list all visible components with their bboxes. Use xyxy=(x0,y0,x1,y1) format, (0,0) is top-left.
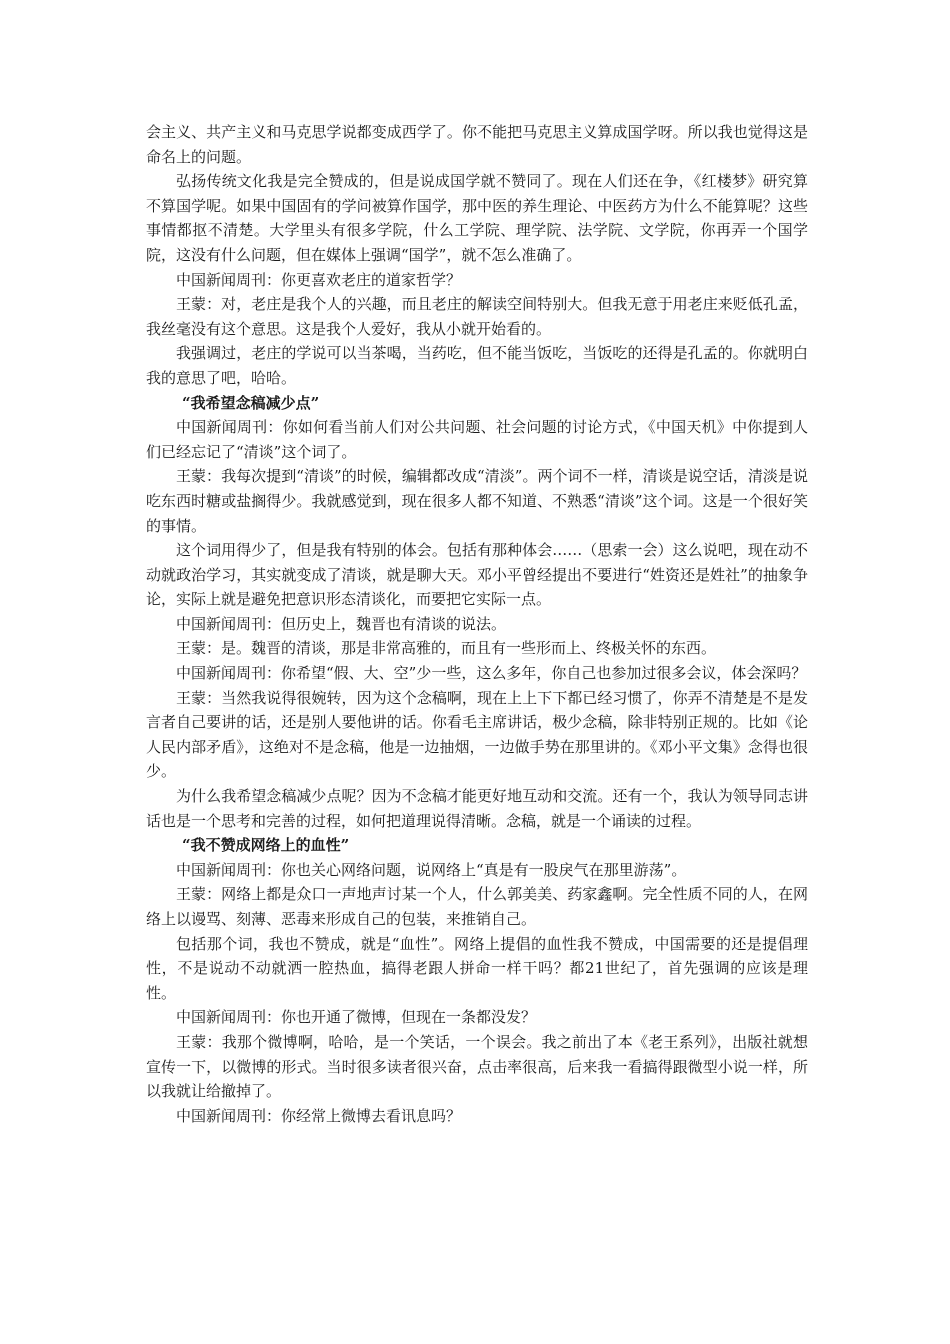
section-heading: “我希望念稿减少点” xyxy=(182,393,320,412)
answer-paragraph: 王蒙：网络上都是众口一声地声讨某一个人，什么郭美美、药家鑫啊。完全性质不同的人，在网络上以谩骂、刻薄、恶毒来形成自己的包装，来推销自己。 xyxy=(146,885,808,928)
paragraph: 会主义、共产主义和马克思学说都变成西学了。你不能把马克思主义算成国学呀。所以我也觉得这是命名上的问题。 xyxy=(146,123,808,166)
paragraph: 我强调过，老庄的学说可以当茶喝，当药吃，但不能当饭吃，当饭吃的还得是孔孟的。你就明白我的意思了吧，哈哈。 xyxy=(146,344,808,387)
answer-paragraph: 王蒙：我每次提到“清谈”的时候，编辑都改成“清淡”。两个词不一样，清谈是说空话，清淡是说吃东西时糖或盐搁得少。我就感觉到，现在很多人都不知道、不熟悉“清谈”这个词。这是一个很好笑的事情。 xyxy=(146,467,808,535)
article-body xyxy=(146,120,808,1128)
section-heading: “我不赞成网络上的血性” xyxy=(182,836,350,855)
paragraph: 为什么我希望念稿减少点呢？因为不念稿才能更好地互动和交流。还有一个，我认为领导同志讲话也是一个思考和完善的过程，如何把道理说得清晰。念稿，就是一个诵读的过程。 xyxy=(146,787,808,830)
question-paragraph: 中国新闻周刊：你更喜欢老庄的道家哲学？ xyxy=(176,270,462,289)
question-paragraph: 中国新闻周刊：你希望“假、大、空”少一些，这么多年，你自己也参加过很多会议，体会深吗？ xyxy=(176,664,807,683)
answer-paragraph: 王蒙：对，老庄是我个人的兴趣，而且老庄的解读空间特别大。但我无意于用老庄来贬低孔孟，我丝毫没有这个意思。这是我个人爱好，我从小就开始看的。 xyxy=(146,295,808,338)
question-paragraph: 中国新闻周刊：但历史上，魏晋也有清谈的说法。 xyxy=(176,614,507,633)
question-paragraph: 中国新闻周刊：你也关心网络问题，说网络上“真是有一股戾气在那里游荡”。 xyxy=(176,860,687,879)
question-paragraph: 中国新闻周刊：你如何看当前人们对公共问题、社会问题的讨论方式，《中国天机》中你提到人们已经忘记了“清谈”这个词了。 xyxy=(146,418,808,461)
answer-paragraph: 王蒙：当然我说得很婉转，因为这个念稿啊，现在上上下下都已经习惯了，你弄不清楚是不是发言者自己要讲的话，还是别人要他讲的话。你看毛主席讲话，极少念稿，除非特别正规的。比如《论人民内部矛盾》，这绝对不是念稿，他是一边抽烟，一边做手势在那里讲的。《邓小平文集》念得也很少。 xyxy=(146,688,808,781)
question-paragraph: 中国新闻周刊：你经常上微博去看讯息吗？ xyxy=(176,1106,462,1125)
answer-paragraph: 王蒙：是。魏晋的清谈，那是非常高雅的，而且有一些形而上、终极关怀的东西。 xyxy=(176,639,717,658)
question-paragraph: 中国新闻周刊：你也开通了微博，但现在一条都没发？ xyxy=(176,1008,537,1027)
paragraph: 包括那个词，我也不赞成，就是“血性”。网络上提倡的血性我不赞成，中国需要的还是提倡理性，不是说动不动就洒一腔热血，搞得老跟人拼命一样干吗？都21世纪了，首先强调的应该是理性。 xyxy=(146,934,808,1002)
paragraph: 弘扬传统文化我是完全赞成的，但是说成国学就不赞同了。现在人们还在争，《红楼梦》研究算不算国学呢。如果中国固有的学问被算作国学，那中医的养生理论、中医药方为什么不能算呢？这些事情都抠不清楚。大学里头有很多学院，什么工学院、理学院、法学院、文学院，你再弄一个国学院，这没有什么问题，但在媒体上强调“国学”，就不怎么准确了。 xyxy=(146,172,808,264)
answer-paragraph: 王蒙：我那个微博啊，哈哈，是一个笑话，一个误会。我之前出了本《老王系列》，出版社就想宣传一下，以微博的形式。当时很多读者很兴奋，点击率很高，后来我一看搞得跟微型小说一样，所以我就让给撤掉了。 xyxy=(146,1032,808,1101)
paragraph: 这个词用得少了，但是我有特别的体会。包括有那种体会……（思索一会）这么说吧，现在动不动就政治学习，其实就变成了清谈，就是聊大天。邓小平曾经提出不要进行“姓资还是姓社”的抽象争论，实际上就是避免把意识形态清谈化，而要把它实际一点。 xyxy=(146,541,808,609)
